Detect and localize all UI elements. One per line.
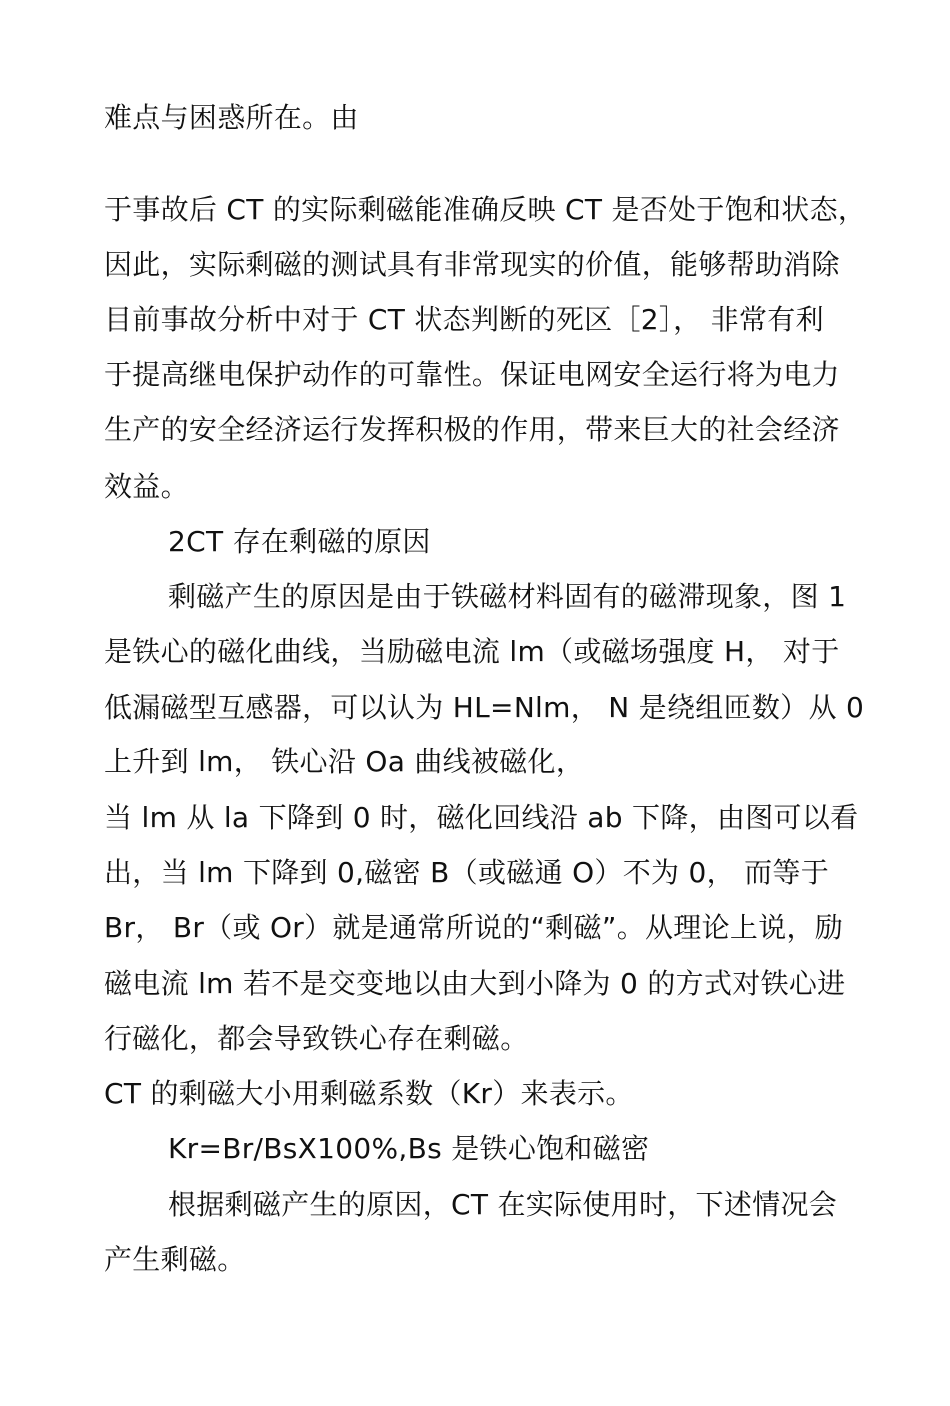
text-line: 目前事故分析中对于 CT 状态判断的死区［2］， 非常有利 xyxy=(104,303,824,336)
text-line: 剩磁产生的原因是由于铁磁材料固有的磁滞现象，图 1 xyxy=(168,580,847,613)
text-line: 是铁心的磁化曲线，当励磁电流 lm（或磁场强度 H， 对于 xyxy=(104,635,840,668)
section-heading: 2CT 存在剩磁的原因 xyxy=(168,525,431,558)
text-line: 于提高继电保护动作的可靠性。保证电网安全运行将为电力 xyxy=(104,358,840,391)
text-line: 当 lm 从 la 下降到 0 时，磁化回线沿 ab 下降，由图可以看 xyxy=(104,801,859,834)
text-line: 生产的安全经济运行发挥积极的作用，带来巨大的社会经济 xyxy=(104,413,840,446)
text-line: 因此，实际剩磁的测试具有非常现实的价值，能够帮助消除 xyxy=(104,248,840,281)
text-line: Br， Br（或 Or）就是通常所说的“剩磁”。从理论上说，励 xyxy=(104,911,844,944)
text-line: 上升到 lm， 铁心沿 Oa 曲线被磁化， xyxy=(104,745,585,778)
text-line: 出，当 lm 下降到 0,磁密 B（或磁通 O）不为 0， 而等于 xyxy=(104,856,830,889)
text-line: 磁电流 lm 若不是交变地以由大到小降为 0 的方式对铁心进 xyxy=(104,967,846,1000)
text-line: CT 的剩磁大小用剩磁系数（Kr）来表示。 xyxy=(104,1077,634,1110)
text-line: 产生剩磁。 xyxy=(104,1243,246,1276)
text-line: 效益。 xyxy=(104,470,189,503)
text-line: 难点与困惑所在。由 xyxy=(104,101,359,134)
formula-line: Kr=Br/BsX100%,Bs 是铁心饱和磁密 xyxy=(168,1132,650,1165)
text-line: 行磁化，都会导致铁心存在剩磁。 xyxy=(104,1022,529,1055)
text-line: 于事故后 CT 的实际剩磁能准确反映 CT 是否处于饱和状态， xyxy=(104,193,867,226)
text-line: 低漏磁型互感器，可以认为 HL=Nlm， N 是绕组匝数）从 0 xyxy=(104,691,865,724)
text-line: 根据剩磁产生的原因，CT 在实际使用时，下述情况会 xyxy=(168,1188,838,1221)
